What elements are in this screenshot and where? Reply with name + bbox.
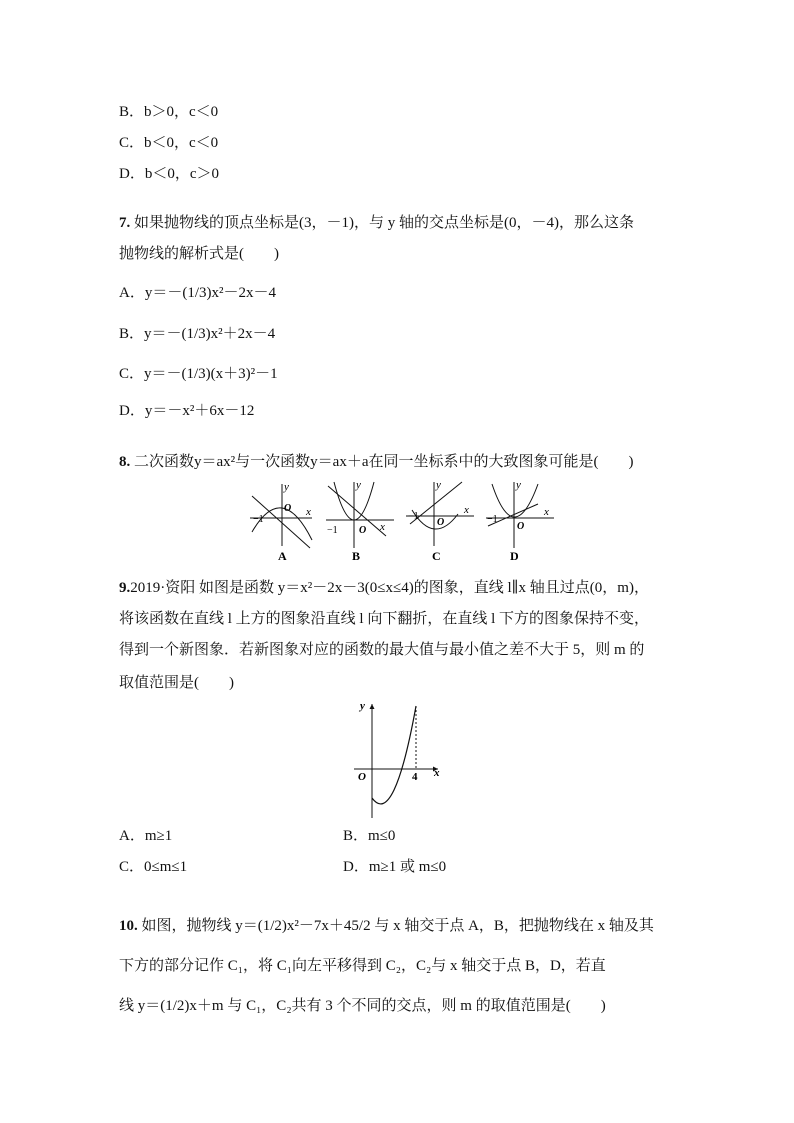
q8a-axis-y: y: [284, 481, 289, 493]
q8b-axis-y: y: [356, 479, 361, 491]
q8d-origin: O: [517, 521, 525, 532]
q8a-origin: O: [284, 503, 292, 514]
q8c-axis-x: x: [464, 504, 469, 516]
q8-label-d: D: [510, 549, 519, 563]
q8c-origin: O: [437, 517, 445, 528]
q8-label-b: B: [352, 549, 361, 563]
q9-option-d: D．m≥1 或 m≤0: [343, 859, 447, 875]
q8-graph-b: [326, 479, 394, 563]
q9-axis-x-label: x: [434, 767, 440, 779]
q9-stem-line1: 9.2019·资阳 如图是函数 y＝x²－2x－3(0≤x≤4)的图象，直线 l∥x 轴且过点(0，m)，: [119, 580, 649, 596]
q10-stem-line1: 10. 如图，抛物线 y＝(1/2)x²－7x＋45/2 与 x 轴交于点 A，B，把抛物线在 x 轴及其: [119, 918, 654, 934]
q6-option-d: D．b＜0，c＞0: [119, 166, 219, 182]
q9-option-c: C．0≤m≤1: [119, 859, 188, 875]
q7-stem-line2: 抛物线的解析式是( ): [119, 246, 279, 262]
q9-figure: [350, 698, 446, 820]
q9-stem-line2: 将该函数在直线 l 上方的图象沿直线 l 向下翻折，在直线 l 下方的图象保持不变，: [119, 611, 650, 627]
q8a-axis-x: x: [306, 506, 311, 518]
q7-number: 7.: [119, 215, 131, 231]
q9-option-a: A．m≥1: [119, 828, 173, 844]
q6-option-b: B．b＞0，c＜0: [119, 104, 219, 120]
q7-option-d: D．y＝－x²＋6x－12: [119, 403, 255, 419]
q8-graphs: [244, 478, 564, 564]
q8-graph-d: [486, 479, 554, 563]
q8d-axis-y: y: [516, 479, 521, 491]
q8-graph-c: [406, 479, 474, 563]
q8d-axis-x: x: [544, 506, 549, 518]
q8-label-a: A: [278, 549, 287, 563]
q10-stem-line2: 下方的部分记作 C₁，将 C₁向左平移得到 C₂，C₂与 x 轴交于点 B，D，若直: [119, 958, 606, 974]
q8-label-c: C: [432, 549, 441, 563]
q9-axis-y-label: y: [360, 700, 365, 712]
q8c-axis-y: y: [436, 479, 441, 491]
q8d-minus-one: −1: [487, 514, 498, 525]
q10-stem-line3: 线 y＝(1/2)x＋m 与 C₁，C₂共有 3 个不同的交点，则 m 的取值范围是( ): [119, 998, 606, 1014]
q9-origin-label: O: [358, 771, 366, 783]
q9-stem-line3: 得到一个新图象．若新图象对应的函数的最大值与最小值之差不大于 5，则 m 的: [119, 642, 645, 658]
q8b-minus-one: −1: [327, 525, 338, 536]
q7-option-a: A．y＝－(1/3)x²－2x－4: [119, 285, 276, 301]
q7-option-c: C．y＝－(1/3)(x＋3)²－1: [119, 366, 278, 382]
q6-option-c: C．b＜0，c＜0: [119, 135, 219, 151]
q8-number: 8.: [119, 454, 131, 470]
q8-graph-a: [250, 481, 312, 563]
q9-number: 9.: [119, 580, 131, 596]
q8c-minus-one: −1: [408, 511, 419, 522]
q9-figure-svg: [350, 698, 446, 820]
q7-stem-line1: 7. 如果抛物线的顶点坐标是(3，－1)，与 y 轴的交点坐标是(0，－4)，那么这条: [119, 215, 634, 231]
q8a-minus-one: −1: [253, 514, 264, 525]
q7-option-b: B．y＝－(1/3)x²＋2x－4: [119, 326, 276, 342]
q8b-axis-x: x: [380, 521, 385, 533]
q8b-origin: O: [359, 525, 367, 536]
q9-option-b: B．m≤0: [343, 828, 396, 844]
q8-stem: 8. 二次函数y＝ax²与一次函数y＝ax＋a在同一坐标系中的大致图象可能是( ): [119, 454, 634, 470]
q9-stem-line4: 取值范围是( ): [119, 675, 234, 691]
q8-graphs-svg: [244, 478, 564, 564]
q10-number: 10.: [119, 918, 138, 934]
q9-tick-label: 4: [412, 771, 418, 783]
